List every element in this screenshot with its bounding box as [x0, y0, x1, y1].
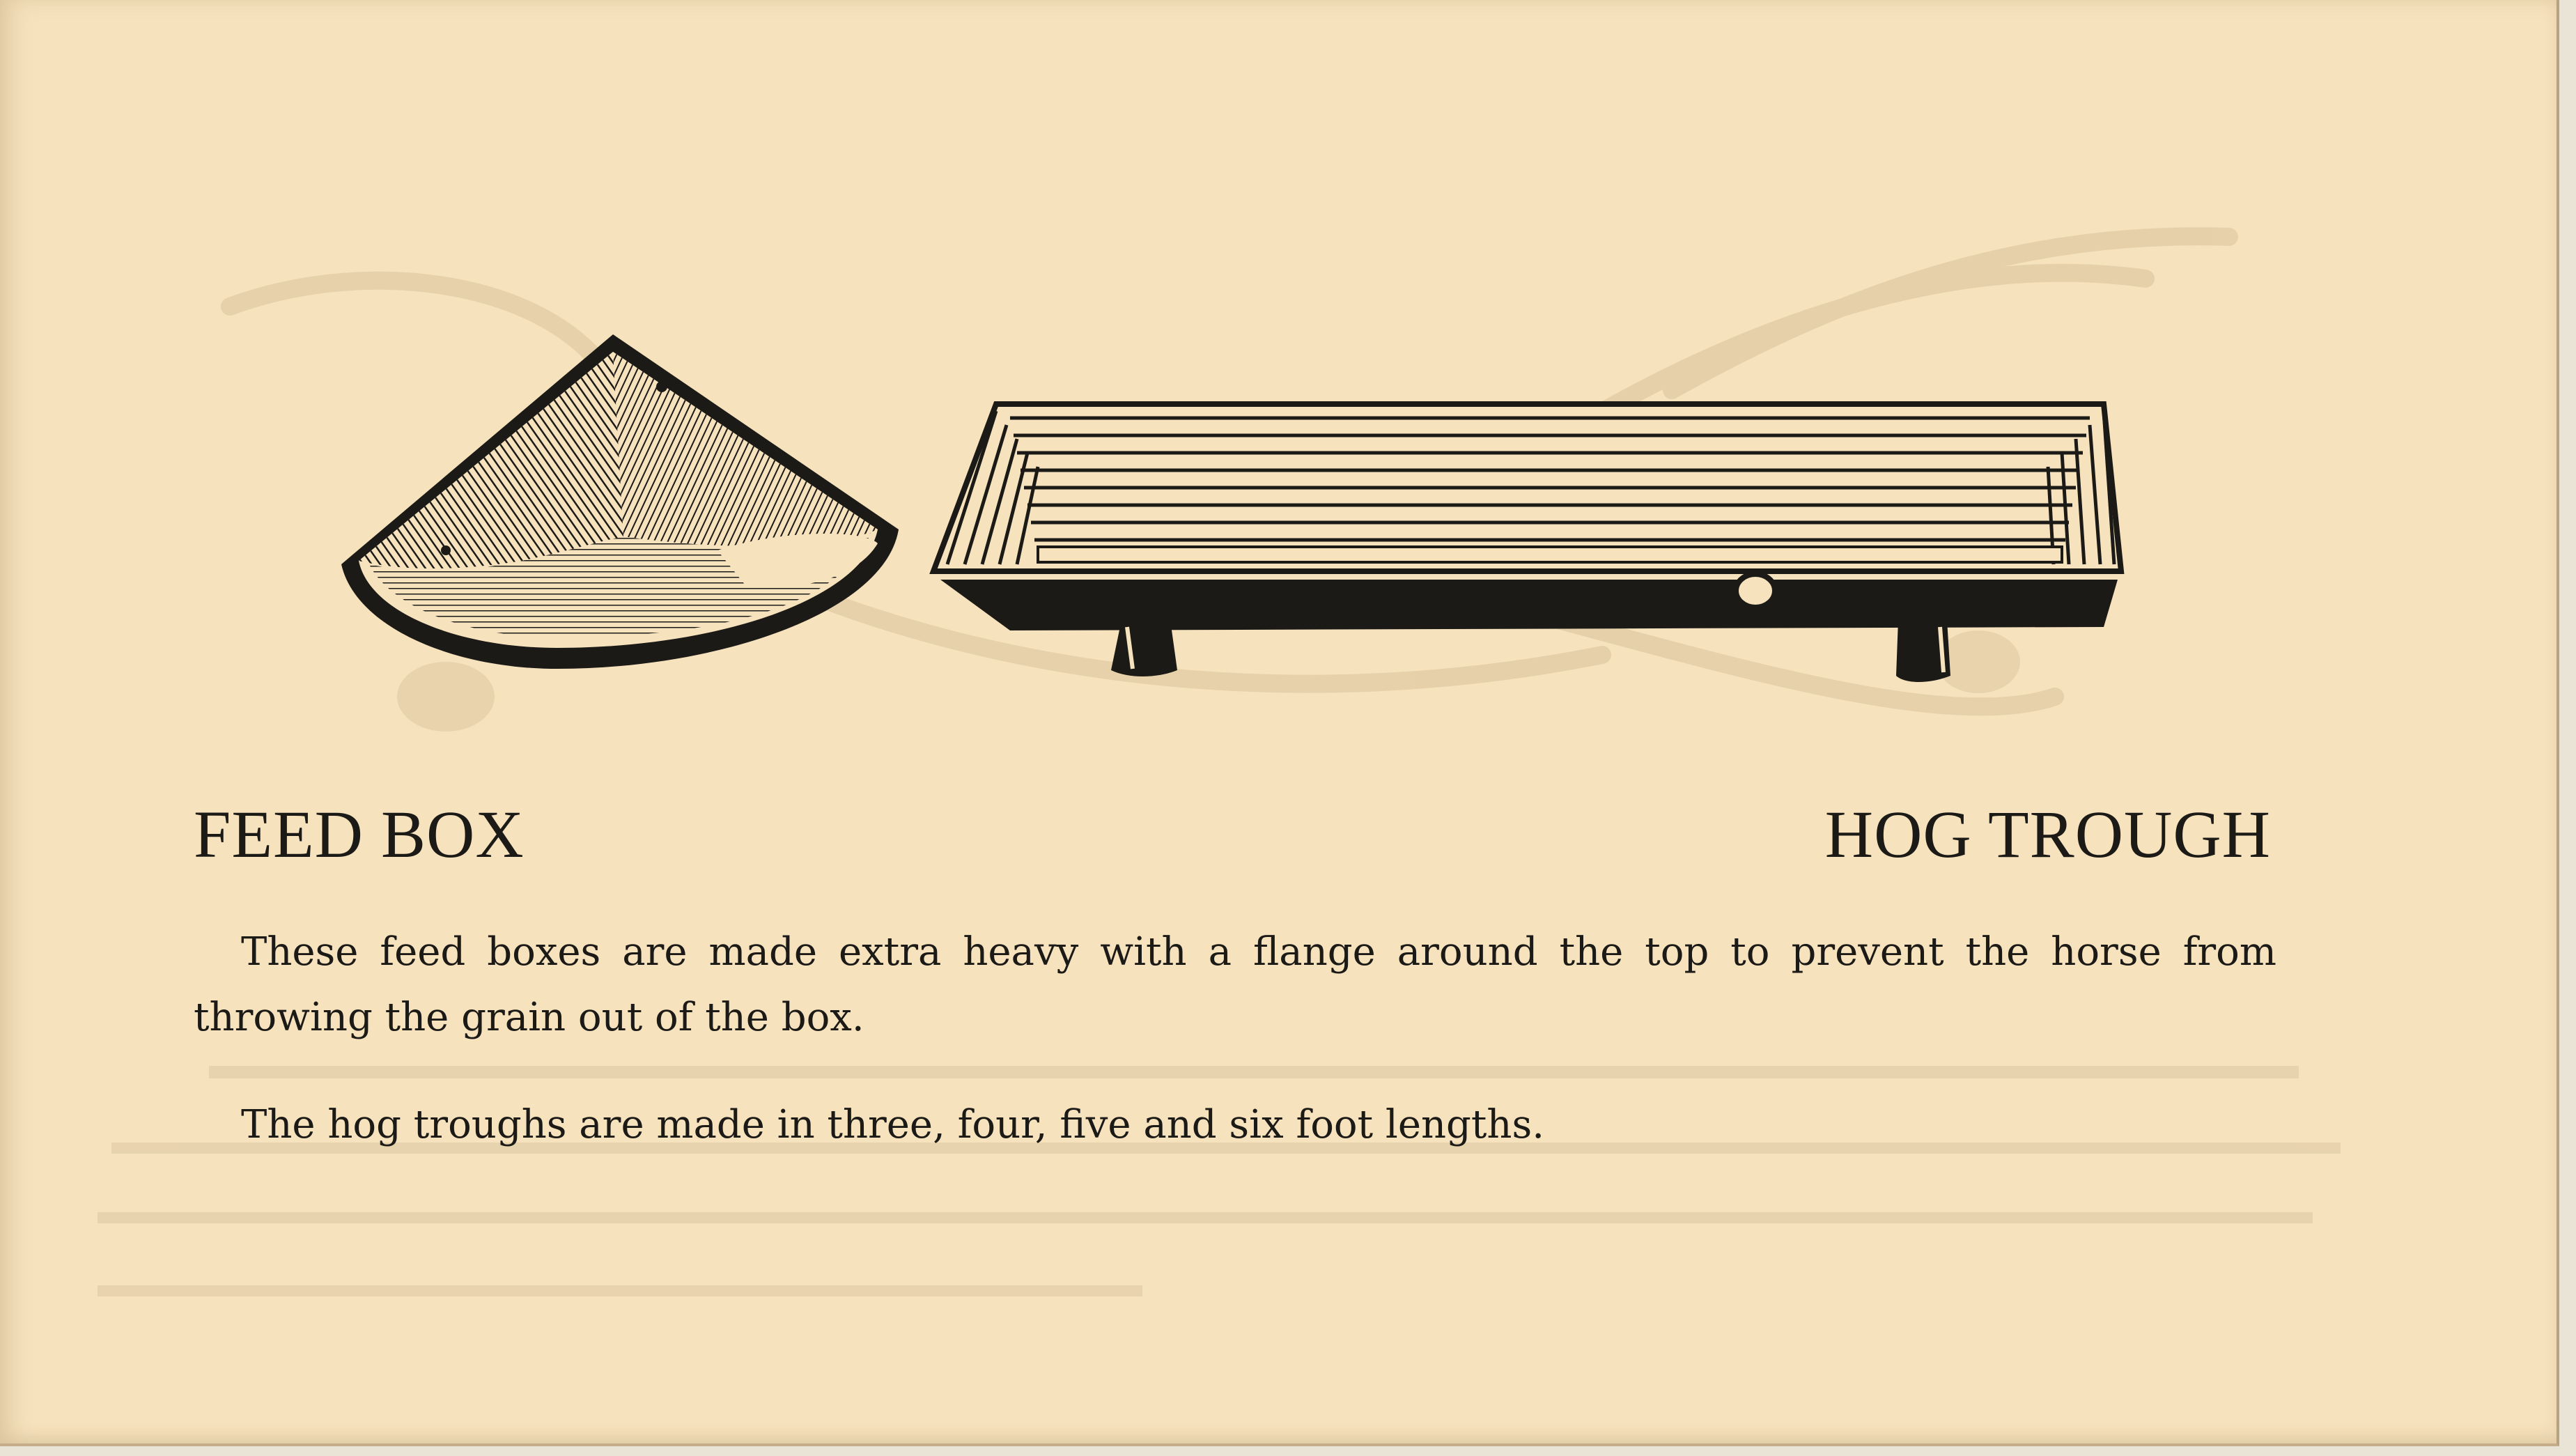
- hog-trough-caption: HOG TROUGH: [1824, 797, 2271, 872]
- feed-box-description: These feed boxes are made extra heavy with a flange around the top to prevent the horse from throwing the grain out of the box.: [194, 929, 2276, 1040]
- hog-trough-illustration: [926, 397, 2132, 704]
- feed-box-illustration: [327, 320, 913, 683]
- hog-trough-description: The hog troughs are made in three, four, five and six foot lengths.: [241, 1102, 1544, 1147]
- feed-box-caption: FEED BOX: [194, 797, 525, 872]
